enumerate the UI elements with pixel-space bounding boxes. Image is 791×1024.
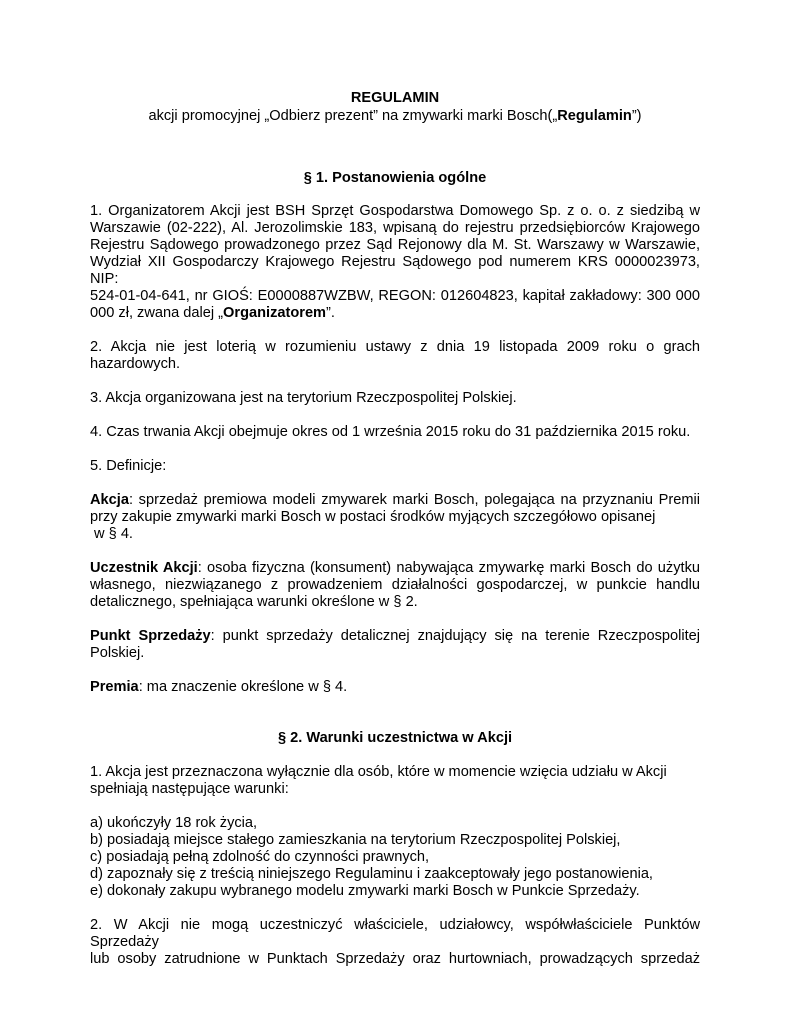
section-1-paragraph-5: 5. Definicje: xyxy=(90,458,167,474)
document-subtitle xyxy=(90,108,700,125)
regulation-document xyxy=(90,90,700,968)
section-1-paragraph-1 xyxy=(90,203,700,322)
definition-text: : ma znaczenie określone w § 4. xyxy=(138,679,348,695)
paragraph-line: własnego, niezwiązanego z prowadzeniem działalności gospodarczej, w punkcie handlu xyxy=(90,577,700,593)
organizer-text-post: ”. xyxy=(326,305,335,321)
paragraph-line: w § 4. xyxy=(90,526,133,542)
definition-premia xyxy=(90,679,700,696)
conditions-list xyxy=(90,815,700,900)
definition-text: : osoba fizyczna (konsument) nabywająca zmywarkę marki Bosch do użytku xyxy=(197,560,700,576)
section-2-paragraph-1 xyxy=(90,764,700,798)
paragraph-line: hazardowych. xyxy=(90,356,181,372)
paragraph-line xyxy=(90,492,700,509)
subtitle-text-bold: Regulamin xyxy=(557,108,632,124)
list-item: b) posiadają miejsce stałego zamieszkania na terytorium Rzeczpospolitej Polskiej, xyxy=(90,832,621,848)
definition-punkt-sprzedazy xyxy=(90,628,700,662)
paragraph-line: przy zakupie zmywarki marki Bosch w postaci środków myjących szczegółowo opisanej xyxy=(90,509,656,525)
definition-term: Uczestnik Akcji xyxy=(90,560,198,576)
section-1-paragraph-2 xyxy=(90,339,700,373)
paragraph-line: spełniają następujące warunki: xyxy=(90,781,289,797)
list-item: c) posiadają pełną zdolność do czynności prawnych, xyxy=(90,849,430,865)
paragraph-line: 1. Akcja jest przeznaczona wyłącznie dla osób, które w momencie wzięcia udziału w Akcji xyxy=(90,764,667,780)
definition-uczestnik xyxy=(90,560,700,611)
paragraph-line: 1. Organizatorem Akcji jest BSH Sprzęt Gospodarstwa Domowego Sp. z o. o. z siedzibą w xyxy=(90,203,700,219)
definition-akcja xyxy=(90,492,700,543)
section-1-paragraph-3: 3. Akcja organizowana jest na terytorium Rzeczpospolitej Polskiej. xyxy=(90,390,517,406)
list-item: d) zapoznały się z treścią niniejszego Regulaminu i zaakceptowały jego postanowienia, xyxy=(90,866,653,882)
list-item: e) dokonały zakupu wybranego modelu zmywarki marki Bosch w Punkcie Sprzedaży. xyxy=(90,883,640,899)
paragraph-line: Wydział XII Gospodarczy Krajowego Rejestru Sądowego pod numerem KRS 0000023973, NIP: xyxy=(90,254,700,287)
paragraph-line: lub osoby zatrudnione w Punktach Sprzedaży oraz hurtowniach, prowadzących sprzedaż xyxy=(90,951,700,967)
list-item: a) ukończyły 18 rok życia, xyxy=(90,815,258,831)
paragraph-line: 2. W Akcji nie mogą uczestniczyć właściciele, udziałowcy, współwłaściciele Punktów Sprzedaży xyxy=(90,917,700,950)
paragraph-line xyxy=(90,628,700,645)
paragraph-line: Warszawie (02-222), Al. Jerozolimskie 183, wpisaną do rejestru przedsiębiorców Krajowego xyxy=(90,220,700,236)
paragraph-line: Polskiej. xyxy=(90,645,145,661)
section-1-paragraph-4: 4. Czas trwania Akcji obejmuje okres od 1 września 2015 roku do 31 października 2015 roku. xyxy=(90,424,691,440)
organizer-text-pre: 000 zł, zwana dalej „ xyxy=(90,305,224,321)
definition-term: Premia xyxy=(90,679,139,695)
paragraph-line xyxy=(90,305,700,322)
paragraph-line xyxy=(90,560,700,577)
subtitle-text-post: ”) xyxy=(631,108,642,124)
organizer-term: Organizatorem xyxy=(223,305,327,321)
definition-text: : punkt sprzedaży detalicznej znajdujący się na terenie Rzeczpospolitej xyxy=(210,628,700,644)
document-title: REGULAMIN xyxy=(350,90,440,106)
paragraph-line: 2. Akcja nie jest loterią w rozumieniu ustawy z dnia 19 listopada 2009 roku o grach xyxy=(90,339,700,355)
paragraph-line: Rejestru Sądowego prowadzonego przez Sąd Rejonowy dla M. St. Warszawy w Warszawie, xyxy=(90,237,700,253)
section-2-heading: § 2. Warunki uczestnictwa w Akcji xyxy=(277,730,513,746)
definition-term: Punkt Sprzedaży xyxy=(90,628,211,644)
definition-text: : sprzedaż premiowa modeli zmywarek marki Bosch, polegająca na przyznaniu Premii xyxy=(128,492,700,508)
section-1-heading: § 1. Postanowienia ogólne xyxy=(303,170,487,186)
subtitle-text-pre: akcji promocyjnej „Odbierz prezent” na zmywarki marki Bosch(„ xyxy=(148,108,558,124)
paragraph-line: 524-01-04-641, nr GIOŚ: E0000887WZBW, REGON: 012604823, kapitał zakładowy: 300 000 xyxy=(90,288,700,304)
definition-term: Akcja xyxy=(90,492,129,508)
section-2-paragraph-2 xyxy=(90,917,700,968)
paragraph-line: detalicznego, spełniająca warunki określone w § 2. xyxy=(90,594,418,610)
